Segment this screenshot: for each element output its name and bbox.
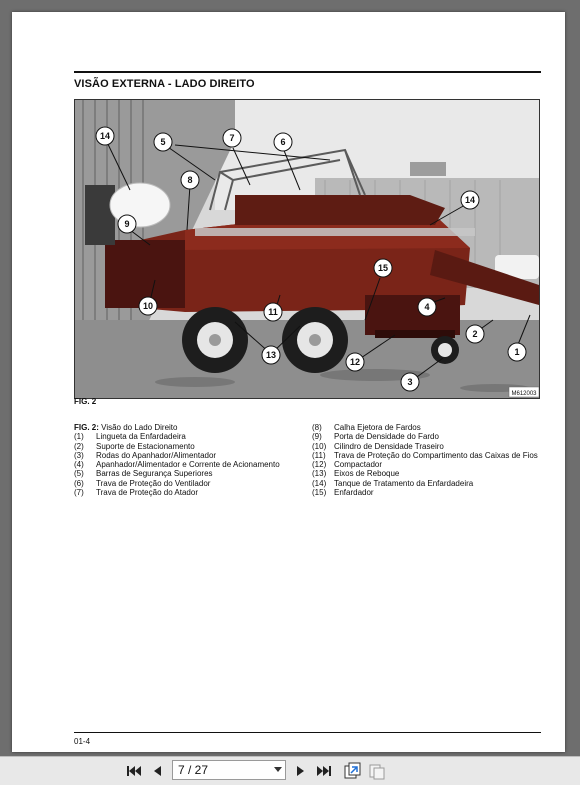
svg-text:15: 15 bbox=[377, 263, 389, 273]
callout-13[interactable] bbox=[262, 346, 280, 364]
previous-page-icon bbox=[151, 764, 163, 778]
legend-item-label: Tanque de Tratamento da Enfardadeira bbox=[334, 478, 474, 488]
page-selector[interactable] bbox=[172, 760, 286, 780]
callout-2[interactable] bbox=[466, 325, 484, 343]
callout-15[interactable] bbox=[374, 259, 392, 277]
svg-text:1: 1 bbox=[514, 347, 520, 357]
page-number: 01-4 bbox=[74, 737, 91, 746]
legend-item bbox=[312, 488, 542, 497]
legend-item-label: Compactador bbox=[334, 460, 383, 470]
svg-text:2: 2 bbox=[472, 329, 478, 339]
legend-item bbox=[74, 432, 302, 441]
legend-item-label: Trava de Proteção do Compartimento das Caixas de Fios bbox=[334, 450, 538, 460]
legend-item bbox=[312, 442, 542, 451]
svg-text:8: 8 bbox=[187, 175, 193, 185]
callout-7[interactable] bbox=[223, 129, 241, 147]
legend-item-number: (12) bbox=[312, 460, 327, 470]
legend-item bbox=[74, 488, 302, 497]
callout-5[interactable] bbox=[154, 133, 172, 151]
last-page-icon bbox=[316, 764, 332, 778]
legend-item-number: (13) bbox=[312, 469, 327, 479]
legend-item bbox=[74, 442, 302, 451]
legend-item-number: (7) bbox=[74, 488, 84, 498]
legend-item-number: (5) bbox=[74, 469, 84, 479]
first-page-button[interactable] bbox=[124, 761, 144, 781]
legend-item-label: Calha Ejetora de Fardos bbox=[334, 423, 421, 432]
callout-6[interactable] bbox=[274, 133, 292, 151]
svg-text:14: 14 bbox=[99, 131, 111, 141]
svg-text:14: 14 bbox=[464, 195, 476, 205]
legend-heading-text: Visão do Lado Direito bbox=[101, 423, 178, 432]
viewer-toolbar bbox=[0, 756, 580, 785]
svg-text:9: 9 bbox=[124, 219, 130, 229]
legend-item bbox=[74, 479, 302, 488]
page-input[interactable] bbox=[173, 762, 260, 778]
legend-item-number: (8) bbox=[312, 423, 322, 432]
legend-item bbox=[312, 451, 542, 460]
section-title: VISÃO EXTERNA - LADO DIREITO bbox=[74, 78, 255, 90]
callout-3[interactable] bbox=[401, 373, 419, 391]
legend-item bbox=[312, 479, 542, 488]
legend-item bbox=[312, 469, 542, 478]
legend-heading bbox=[74, 423, 302, 432]
legend-item-number: (10) bbox=[312, 441, 327, 451]
figure-caption: FIG. 2 bbox=[74, 397, 97, 406]
legend-item bbox=[74, 469, 302, 478]
legend-item-label: Lingueta da Enfardadeira bbox=[96, 432, 186, 442]
image-code-label bbox=[509, 387, 539, 397]
fit-page-icon bbox=[343, 762, 361, 780]
legend-item bbox=[312, 423, 542, 432]
legend-item-number: (14) bbox=[312, 478, 327, 488]
svg-text:5: 5 bbox=[160, 137, 166, 147]
legend-column-right bbox=[312, 423, 542, 497]
callout-10[interactable] bbox=[139, 297, 157, 315]
legend-item-label: Trava de Proteção do Atador bbox=[96, 488, 198, 498]
callout-14-left[interactable] bbox=[96, 127, 114, 145]
legend-item-label: Eixos de Reboque bbox=[334, 469, 400, 479]
top-rule bbox=[74, 71, 541, 73]
svg-text:11: 11 bbox=[268, 307, 278, 317]
legend-item-label: Porta de Densidade do Fardo bbox=[334, 432, 439, 442]
previous-page-button[interactable] bbox=[147, 761, 167, 781]
legend-heading-label: FIG. 2: bbox=[74, 423, 99, 432]
legend-item-label: Enfardador bbox=[334, 488, 374, 498]
svg-text:6: 6 bbox=[280, 137, 286, 147]
next-page-button[interactable] bbox=[291, 761, 311, 781]
legend-item-label: Suporte de Estacionamento bbox=[96, 441, 195, 451]
legend-item-number: (9) bbox=[312, 432, 322, 442]
legend-item-number: (1) bbox=[74, 432, 84, 442]
callout-14-right[interactable] bbox=[461, 191, 479, 209]
callout-8[interactable] bbox=[181, 171, 199, 189]
legend-item-label: Cilindro de Densidade Traseiro bbox=[334, 441, 444, 451]
legend-item-number: (3) bbox=[74, 450, 84, 460]
legend-item-number: (11) bbox=[312, 450, 326, 460]
callout-9[interactable] bbox=[118, 215, 136, 233]
callout-12[interactable] bbox=[346, 353, 364, 371]
last-page-button[interactable] bbox=[314, 761, 334, 781]
baler-photo bbox=[74, 99, 540, 399]
svg-text:4: 4 bbox=[424, 302, 430, 312]
legend-item-label: Rodas do Apanhador/Alimentador bbox=[96, 450, 217, 460]
legend-item-number: (2) bbox=[74, 441, 84, 451]
next-page-icon bbox=[295, 764, 307, 778]
legend-item-number: (4) bbox=[74, 460, 84, 470]
legend-item-label: Apanhador/Alimentador e Corrente de Acionamento bbox=[96, 460, 280, 470]
legend-item-label: Barras de Segurança Superiores bbox=[96, 469, 213, 479]
legend-item-label: Trava de Proteção do Ventilador bbox=[96, 478, 211, 488]
svg-text:13: 13 bbox=[265, 350, 277, 360]
svg-text:3: 3 bbox=[407, 377, 413, 387]
svg-text:10: 10 bbox=[142, 301, 154, 311]
two-page-view-button[interactable] bbox=[367, 761, 387, 781]
legend-item bbox=[312, 432, 542, 441]
fit-page-button[interactable] bbox=[342, 761, 362, 781]
legend-item bbox=[74, 460, 302, 469]
svg-text:M612003: M612003 bbox=[511, 391, 537, 397]
callout-1[interactable] bbox=[508, 343, 526, 361]
legend-item bbox=[74, 451, 302, 460]
legend-item-number: (6) bbox=[74, 478, 84, 488]
legend-item-number: (15) bbox=[312, 488, 327, 498]
legend-item bbox=[312, 460, 542, 469]
svg-text:12: 12 bbox=[349, 357, 361, 367]
dropdown-icon bbox=[274, 767, 282, 773]
bottom-rule bbox=[74, 732, 541, 733]
callout-11[interactable] bbox=[264, 303, 282, 321]
callout-4[interactable] bbox=[418, 298, 436, 316]
document-page bbox=[12, 12, 565, 752]
two-page-icon bbox=[368, 762, 386, 780]
first-page-icon bbox=[126, 764, 142, 778]
legend-column-left bbox=[74, 423, 302, 497]
svg-text:7: 7 bbox=[229, 133, 235, 143]
